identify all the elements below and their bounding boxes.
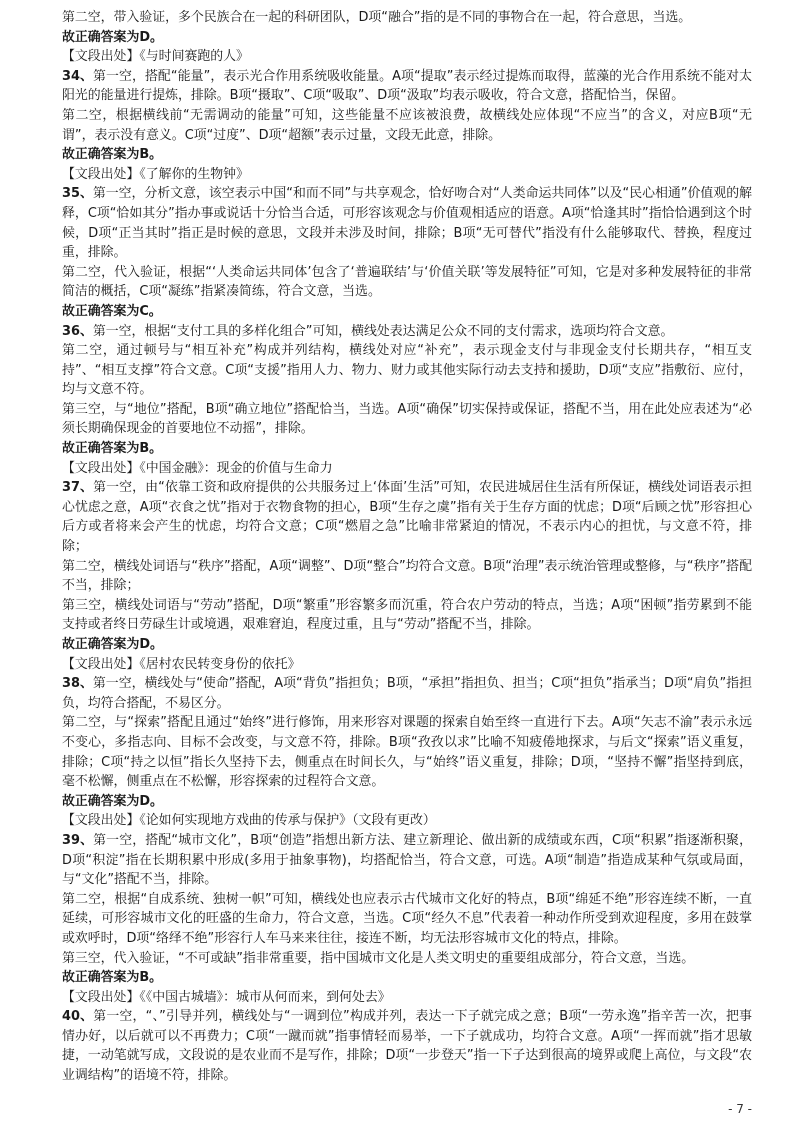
block-text: 故正确答案为B。 (62, 147, 163, 163)
explanation-paragraph (62, 184, 752, 262)
explanation-paragraph (62, 890, 752, 949)
explanation-paragraph (62, 8, 752, 28)
answer-line (62, 792, 752, 812)
block-text: 第一空，“、”引导并列，横线处与“一调到位”构成并列，表达一下子就完成之意；B项“一劳永逸”指辛苦一次，把事情办好，以后就可以不再费力；C项“一蹴而就”指事情轻而易举，一下子就成功，均符合文意。A项“一挥而就”指才思敏捷，一动笔就写成，文段说的是农业而不是写作，排除；D项“一步登天”指一下子达到很高的境界或爬上高位，与文段“农业调结构”的语境不符，排除。 (62, 1009, 752, 1084)
block-text: 第二空，根据“自成系统、独树一帜”可知，横线处也应表示古代城市文化好的特点，B项“绵延不绝”形容连续不断，一直延续，可形容城市文化的旺盛的生命力，符合文意，当选。C项“经久不息”代表着一种动作所受到欢迎程度，多用在鼓掌或欢呼时，D项“络绎不绝”形容行人车马来来往往，接连不断，均无法形容城市文化的特点，排除。 (62, 891, 752, 946)
question-number: 36、 (62, 323, 93, 339)
block-text: 【文段出处】《了解你的生物钟》 (62, 166, 249, 182)
source-citation (62, 47, 752, 67)
explanation-paragraph (62, 557, 752, 596)
block-text: 【文段出处】《《中国古城墙》：城市从何而来，到何处去》 (62, 989, 391, 1005)
answer-line (62, 635, 752, 655)
explanation-paragraph (62, 713, 752, 791)
explanation-paragraph (62, 596, 752, 635)
explanation-paragraph (62, 67, 752, 106)
explanation-paragraph (62, 322, 752, 342)
block-text: 【文段出处】《中国金融》：现金的价值与生命力 (62, 460, 333, 476)
block-text: 第二空，带入验证，多个民族合在一起的科研团队，D项“融合”指的是不同的事物合在一起，符合意思，当选。 (62, 10, 692, 25)
block-text: 第一空，横线处与“使命”搭配，A项“背负”指担负；B项，“承担”指担负、担当；C项“担负”指承当；D项“肩负”指担负，均符合搭配，不易区分。 (62, 676, 752, 711)
block-text: 故正确答案为D。 (62, 29, 163, 45)
block-text: 第三空，与“地位”搭配，B项“确立地位”搭配恰当，当选。A项“确保”切实保持或保证，搭配不当，用在此处应表述为“必须长期确保现金的首要地位不动摇”，排除。 (62, 401, 752, 437)
block-text: 故正确答案为C。 (62, 303, 162, 319)
block-text: 第三空，代入验证，“不可或缺”指非常重要，指中国城市文化是人类文明史的重要组成部分，符合文意，当选。 (62, 950, 695, 966)
question-number: 35、 (62, 186, 93, 202)
question-number: 40、 (62, 1009, 94, 1025)
block-text: 第一空，由“依靠工资和政府提供的公共服务过上‘体面’生活”可知，农民进城居住生活有所保证，横线处词语表示担心忧虑之意，A项“衣食之忧”指对于衣物食物的担心，B项“生存之虞”指有关于生存方面的忧虑；D项“后顾之忧”形容担心后方或者将来会产生的忧虑，均符合文意；C项“燃眉之急”比喻非常紧迫的情况，不表示内心的担忧，与文意不符，排除； (62, 480, 752, 555)
block-text: 第一空，根据“支付工具的多样化组合”可知，横线处表达满足公众不同的支付需求，选项均符合文意。 (92, 323, 674, 339)
explanation-paragraph (62, 341, 752, 400)
block-text: 第二空，与“探索”搭配且通过“始终”进行修饰，用来形容对课题的探索自始至终一直进行下去。A项“矢志不渝”表示永远不变心，多指志向、目标不会改变，与文意不符，排除。B项“孜孜以求”比喻不知疲倦地探求，与后文“探索”语义重复，排除；C项“持之以恒”指长久坚持下去，侧重点在时间长久，与“始终”语义重复，排除；D项，“坚持不懈”指坚持到底，毫不松懈，侧重点在不松懈，形容探索的过程符合文意。 (62, 715, 752, 790)
answer-line (62, 302, 752, 322)
explanation-paragraph (62, 831, 752, 890)
source-citation (62, 165, 752, 185)
block-text: 【文段出处】《与时间赛跑的人》 (62, 49, 249, 65)
explanation-paragraph (62, 949, 752, 969)
explanation-paragraph (62, 674, 752, 713)
explanation-paragraph (62, 1007, 752, 1085)
explanation-paragraph (62, 106, 752, 145)
block-text: 故正确答案为B。 (62, 441, 163, 457)
source-citation (62, 811, 752, 831)
block-text: 第二空，横线处词语与“秩序”搭配，A项“调整”、D项“整合”均符合文意。B项“治理”表示统治管理或整修，与“秩序”搭配不当，排除； (62, 558, 752, 594)
answer-line (62, 28, 752, 48)
question-number: 34、 (62, 68, 94, 84)
explanation-paragraph (62, 263, 752, 302)
block-text: 第一空，分析文意，该空表示中国“和而不同”与共享观念，恰好吻合对“人类命运共同体”以及“民心相通”价值观的解释，C项“恰如其分”指办事或说话十分恰当合适，可形容该观念与价值观相适应的语意。A项“恰逢其时”指恰恰遇到这个时候，D项“正当其时”指正是时候的意思，文段并未涉及时间，排除；B项“无可替代”指没有什么能够取代、替换，程度过重，排除。 (62, 186, 752, 261)
explanation-paragraph (62, 478, 752, 556)
source-citation (62, 988, 752, 1008)
block-text: 第二空，代入验证，根据“‘人类命运共同体’包含了‘普遍联结’与‘价值关联’等发展特征”可知，它是对多种发展特征的非常简洁的概括，C项“凝练”指紧凑简练，符合文意，当选。 (62, 264, 752, 300)
question-number: 37、 (62, 480, 94, 496)
block-text: 第一空，搭配“能量”，表示光合作用系统吸收能量。A项“提取”表示经过提炼而取得，蓝藻的光合作用系统不能对太阳光的能量进行提炼，排除。B项“摄取”、C项“吸取”、D项“汲取”均表示吸收，符合文意，搭配恰当，保留。 (62, 68, 752, 104)
question-number: 38、 (62, 676, 93, 692)
block-text: 故正确答案为D。 (62, 793, 163, 809)
block-text: 第二空，根据横线前“无需调动的能量”可知，这些能量不应该被浪费，故横线处应体现“不应当”的含义，对应B项“无谓”，表示没有意义。C项“过度”、D项“超额”表示过量，文段无此意，排除。 (62, 107, 752, 143)
answer-line (62, 439, 752, 459)
answer-line (62, 145, 752, 165)
block-text: 【文段出处】《居村农民转变身份的依托》 (62, 656, 301, 672)
page-number: - 7 - (728, 1102, 752, 1116)
source-citation (62, 655, 752, 675)
document-content (62, 8, 752, 1086)
block-text: 故正确答案为B。 (62, 970, 163, 986)
block-text: 故正确答案为D。 (62, 637, 163, 652)
block-text: 第一空，搭配“城市文化”，B项“创造”指想出新方法、建立新理论、做出新的成绩或东西，C项“积累”指逐渐积聚，D项“积淀”指在长期积累中形成(多用于抽象事物)，均搭配恰当，符合文意，可选。A项“制造”指造成某种气氛或局面，与“文化”搭配不当，排除。 (62, 832, 752, 888)
source-citation (62, 459, 752, 479)
question-number: 39、 (62, 832, 94, 848)
explanation-paragraph (62, 400, 752, 439)
block-text: 第二空，通过顿号与“相互补充”构成并列结构，横线处对应“补充”，表示现金支付与非现金支付长期共存，“相互支持”、“相互支撑”符合文意。C项“支援”指用人力、物力、财力或其他实际行动去支持和援助，D项“支应”指敷衍、应付，均与文意不符。 (62, 343, 752, 398)
block-text: 【文段出处】《论如何实现地方戏曲的传承与保护》（文段有更改） (62, 813, 436, 829)
answer-line (62, 968, 752, 988)
block-text: 第三空，横线处词语与“劳动”搭配，D项“繁重”形容繁多而沉重，符合农户劳动的特点，当选；A项“困顿”指劳累到不能支持或者终日劳碌生计或境遇，艰难窘迫，程度过重，且与“劳动”搭配不当，排除。 (62, 597, 752, 633)
